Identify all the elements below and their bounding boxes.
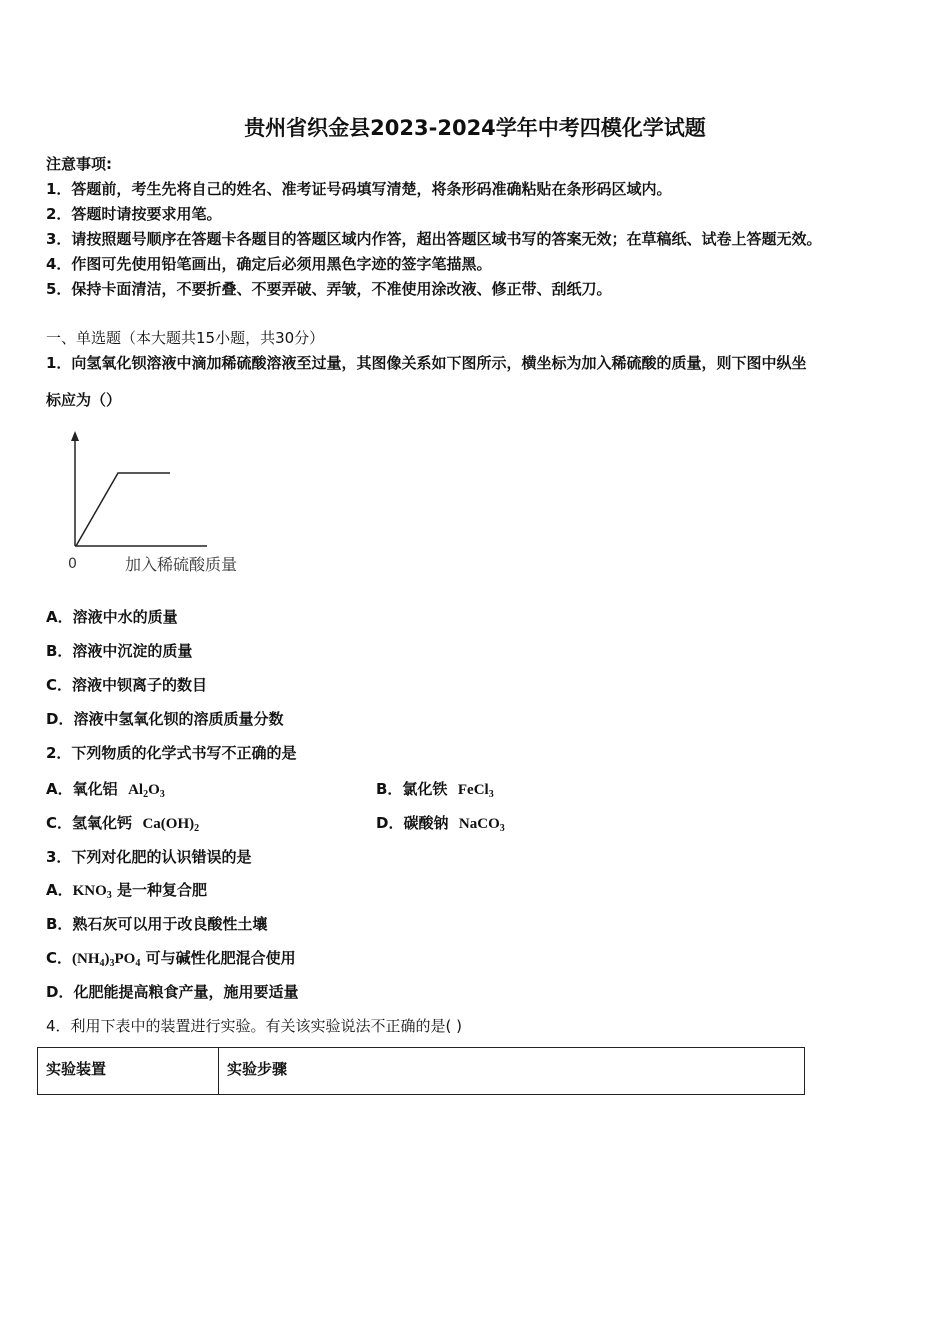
page-title: 贵州省织金县2023-2024学年中考四模化学试题 [244,116,706,140]
question-1-option-b: B．溶液中沉淀的质量 [46,642,193,660]
graph-origin-label: 0 [68,556,77,572]
question-2-stem: 2．下列物质的化学式书写不正确的是 [46,744,297,762]
question-3-option-c: C．$(NH_4)_3PO_4$ 可与碱性化肥混合使用 [46,949,296,969]
question-1-option-d: D．溶液中氢氧化钡的溶质质量分数 [46,710,284,728]
question-4-stem: 4．利用下表中的装置进行实验。有关该实验说法不正确的是( ) [46,1017,463,1035]
table-header-steps: 实验步骤 [219,1048,805,1095]
graph-x-label: 加入稀硫酸质量 [125,555,238,574]
question-1-graph [60,428,260,578]
question-2-option-a: A．氧化铝 $Al_2O_3$ [46,780,165,800]
question-1-option-c: C．溶液中钡离子的数目 [46,676,208,694]
question-4-table [37,1047,805,1095]
question-2-option-c: C．氢氧化钙 $Ca(OH)_2$ [46,814,200,834]
graph-curve [76,473,170,546]
notice-item: 3．请按照题号顺序在答题卡各题目的答题区域内作答，超出答题区域书写的答案无效；在草稿纸、试卷上答题无效。 [46,230,822,248]
notice-item: 4．作图可先使用铅笔画出，确定后必须用黑色字迹的签字笔描黑。 [46,255,492,273]
notice-item: 5．保持卡面清洁，不要折叠、不要弄破、弄皱，不准使用涂改液、修正带、刮纸刀。 [46,280,612,298]
question-2-option-d: D．碳酸钠 NaCO$_3$ [376,814,505,834]
section-heading: 一、单选题（本大题共15小题，共30分） [46,329,325,347]
question-1-option-a: A．溶液中水的质量 [46,608,178,626]
notice-heading: 注意事项: [46,155,112,173]
notice-item: 1．答题前，考生先将自己的姓名、准考证号码填写清楚，将条形码准确粘贴在条形码区域内。 [46,180,672,198]
question-3-option-a: A．$KNO_3$ 是一种复合肥 [46,881,208,901]
notice-item: 2．答题时请按要求用笔。 [46,205,222,223]
table-header-apparatus: 实验装置 [38,1048,219,1095]
question-1-stem-cont: 标应为（） [46,391,122,409]
y-axis-arrow [71,431,79,441]
question-1-stem: 1．向氢氧化钡溶液中滴加稀硫酸溶液至过量，其图像关系如下图所示，横坐标为加入稀硫酸的质量，则下图中纵坐 [46,354,807,372]
question-3-option-d: D．化肥能提高粮食产量，施用要适量 [46,983,299,1001]
question-3-option-b: B．熟石灰可以用于改良酸性土壤 [46,915,268,933]
question-2-option-b: B．氯化铁 FeCl$_3$ [376,780,494,800]
question-3-stem: 3．下列对化肥的认识错误的是 [46,848,252,866]
